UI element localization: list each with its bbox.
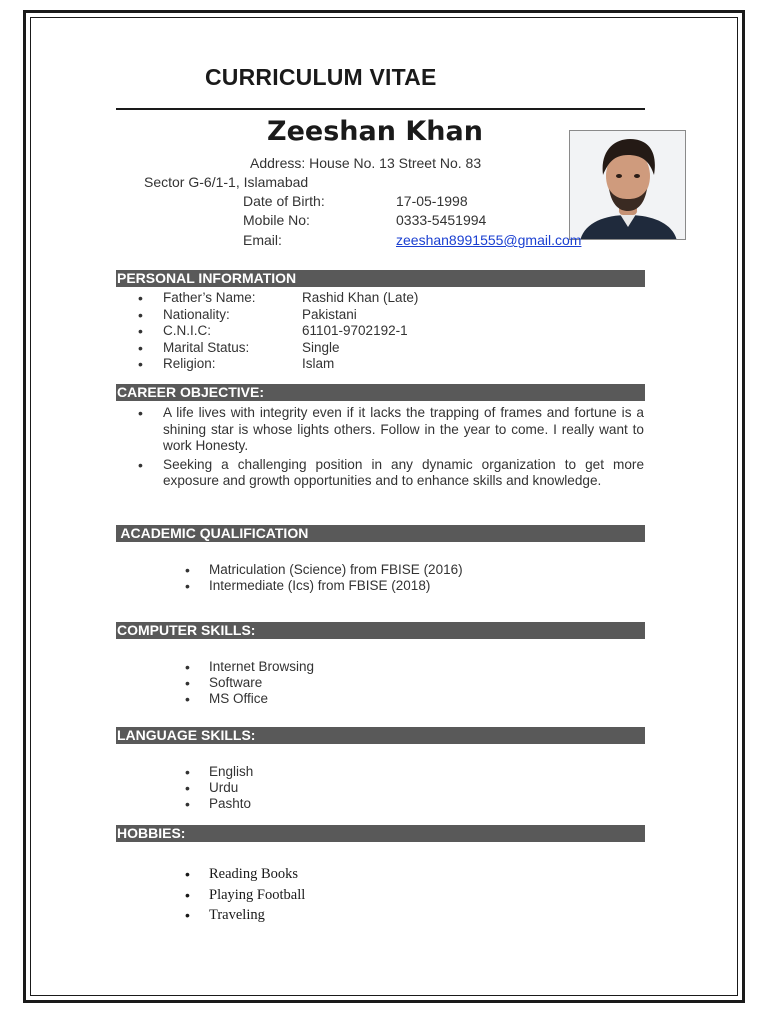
field-label: Marital Status:	[163, 339, 250, 355]
field-label: Nationality:	[163, 306, 230, 322]
list-item: • English	[209, 764, 253, 780]
list-item	[163, 290, 418, 307]
academic-list	[209, 562, 463, 594]
section-bar-hobbies: HOBBIES:	[116, 825, 645, 842]
section-bar-personal: PERSONAL INFORMATION	[116, 270, 645, 287]
list-item: • Internet Browsing	[209, 659, 314, 675]
address-line-2: Sector G-6/1-1, Islamabad	[144, 174, 309, 190]
email-label: Email:	[243, 232, 282, 248]
field-value: Islam	[302, 356, 335, 371]
list-item: • Traveling	[209, 905, 305, 926]
section-bar-objective: CAREER OBJECTIVE:	[116, 384, 645, 401]
field-value: Pakistani	[302, 306, 357, 322]
field-value: Rashid Khan (Late)	[302, 290, 419, 305]
email-link[interactable]: zeeshan8991555@gmail.com	[396, 232, 582, 248]
list-item: • Urdu	[209, 780, 253, 796]
candidate-name: Zeeshan Khan	[267, 116, 483, 147]
list-item	[163, 340, 418, 357]
field-label: Father’s Name:	[163, 290, 256, 305]
section-bar-academic: ACADEMIC QUALIFICATION	[116, 525, 645, 542]
list-item: • Playing Football	[209, 885, 305, 906]
list-item: • Reading Books	[209, 864, 305, 885]
list-item	[163, 356, 418, 373]
list-item: • MS Office	[209, 691, 314, 707]
list-item: • Matriculation (Science) from FBISE (2016)	[209, 562, 463, 578]
mobile-label: Mobile No:	[243, 212, 310, 228]
list-item: • Seeking a challenging position in any dynamic organization to get more exposure and growth opportunities and to enhance skills and knowledge.	[163, 457, 644, 490]
personal-info-list	[163, 290, 418, 373]
document-title: CURRICULUM VITAE	[205, 64, 437, 90]
title-divider	[116, 108, 645, 110]
list-item: • Intermediate (Ics) from FBISE (2018)	[209, 578, 463, 594]
section-bar-language: LANGUAGE SKILLS:	[116, 727, 645, 744]
dob-label: Date of Birth:	[243, 193, 325, 209]
mobile-value: 0333-5451994	[396, 212, 487, 228]
computer-skills-list	[209, 659, 314, 707]
portrait-icon	[570, 131, 686, 240]
field-value: Single	[302, 339, 340, 355]
list-item	[163, 323, 418, 340]
list-item	[163, 307, 418, 324]
field-value: 61101-9702192-1	[302, 323, 408, 338]
dob-value: 17-05-1998	[396, 193, 468, 209]
field-label: C.N.I.C:	[163, 323, 212, 338]
list-item: • Software	[209, 675, 314, 691]
profile-photo	[569, 130, 686, 240]
hobbies-list	[209, 864, 305, 926]
section-bar-computer: COMPUTER SKILLS:	[116, 622, 645, 639]
objective-list	[163, 405, 644, 492]
field-label: Religion:	[163, 356, 216, 371]
list-item: • A life lives with integrity even if it lacks the trapping of frames and fortune is a shining star is whose lights others. Follow in the year to come. I really want to work Honesty.	[163, 405, 644, 455]
language-skills-list	[209, 764, 253, 812]
list-item: • Pashto	[209, 796, 253, 812]
address-line-1: Address: House No. 13 Street No. 83	[250, 155, 482, 171]
